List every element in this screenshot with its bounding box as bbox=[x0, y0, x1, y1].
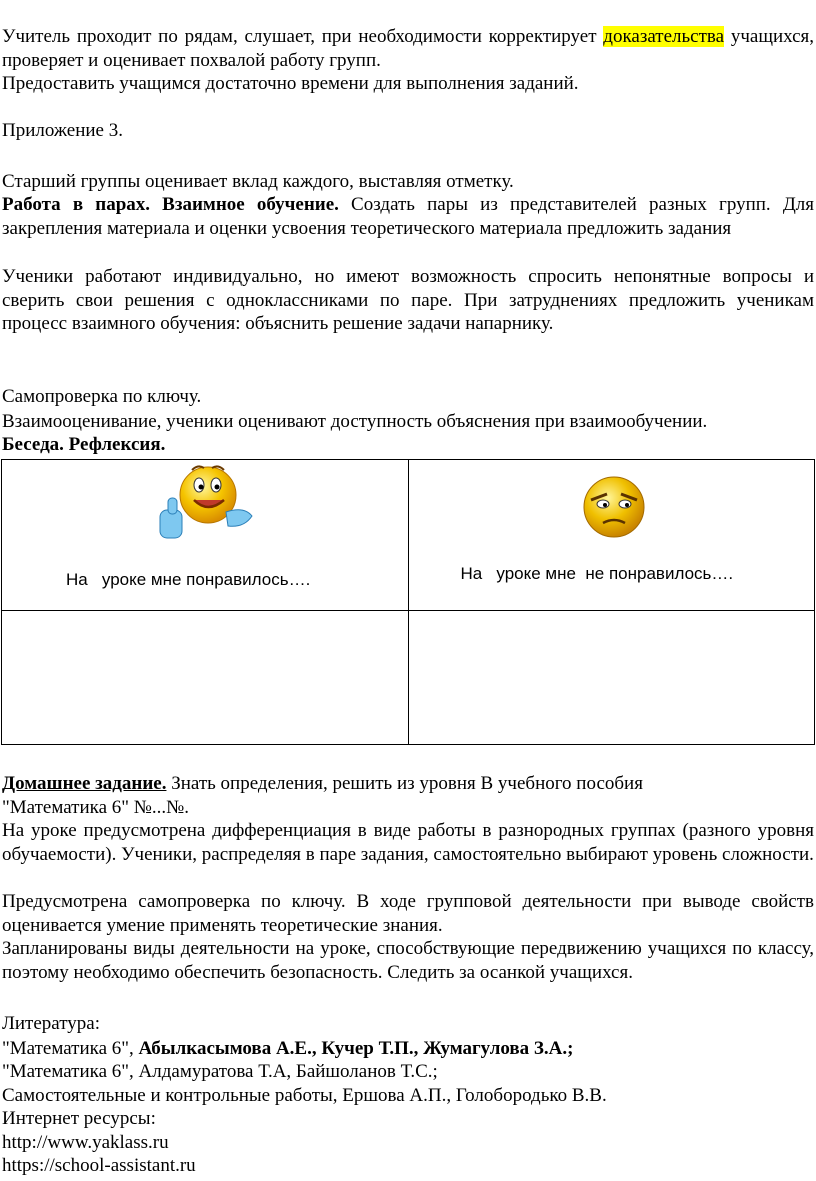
resource-link-school-assistant[interactable]: https://school-assistant.ru bbox=[2, 1155, 196, 1176]
frowning-smiley-icon bbox=[579, 474, 649, 540]
safety-paragraph: Запланированы виды деятельности на уроке, способствующие передвижению учащихся по классу, поэтому необходимо обеспечить безопасность. Следить за осанкой учащихся. bbox=[2, 938, 814, 983]
selfcheck-paragraph: Предусмотрена самопроверка по ключу. В ходе групповой деятельности при выводе свойств оценивается умение применять теоретические знания. bbox=[2, 891, 814, 936]
thumbs-up-smiley-icon bbox=[154, 460, 258, 546]
disliked-label: На уроке мне не понравилось…. bbox=[460, 564, 734, 583]
literature-item: Самостоятельные и контрольные работы, Ершова А.П., Голобородько В.В. bbox=[2, 1085, 607, 1106]
homework-line: Домашнее задание. Знать определения, решить из уровня В учебного пособия bbox=[2, 773, 643, 794]
resource-link-yaklass[interactable]: http://www.yaklass.ru bbox=[2, 1132, 169, 1153]
homework-textbook: "Математика 6" №...№. bbox=[2, 797, 190, 818]
literature-item: "Математика 6", Абылкасымова А.Е., Кучер Т.П., Жумагулова З.А.; bbox=[2, 1038, 574, 1059]
liked-cell bbox=[2, 460, 409, 611]
differentiation-paragraph: На уроке предусмотрена дифференциация в виде работы в разнородных группах (разного уровня обучаемости). Ученики, распределяя в паре задания, самостоятельно выбирают уровень сложности. bbox=[2, 820, 814, 865]
intro-line-time: Предоставить учащимся достаточно времени для выполнения заданий. bbox=[2, 73, 579, 94]
liked-answer-cell bbox=[2, 611, 409, 745]
pairs-paragraph: Работа в парах. Взаимное обучение. Создать пары из представителей разных групп. Для закрепления материала и оценки усвоения теоретического материала предложить задания bbox=[2, 194, 815, 239]
literature-heading: Литература: bbox=[2, 1013, 100, 1034]
group-lead-text: Старший группы оценивает вклад каждого, выставляя отметку. bbox=[2, 171, 514, 192]
mutual-assessment-text: Взаимооценивание, ученики оценивают доступность объяснения при взаимообучении. bbox=[2, 411, 708, 432]
reflection-table bbox=[1, 459, 815, 745]
pairs-title: Работа в парах. Взаимное обучение. bbox=[2, 194, 339, 215]
highlighted-word: доказательства bbox=[603, 26, 725, 47]
literature-item: "Математика 6", Алдамуратова Т.А, Байшоланов Т.С.; bbox=[2, 1061, 438, 1082]
homework-title: Домашнее задание. bbox=[2, 773, 167, 794]
table-row bbox=[2, 611, 815, 745]
disliked-cell bbox=[408, 460, 815, 611]
self-check-text: Самопроверка по ключу. bbox=[2, 386, 202, 407]
appendix-label: Приложение 3. bbox=[2, 120, 123, 141]
reflection-title: Беседа. Рефлексия. bbox=[2, 434, 166, 455]
intro-paragraph: Учитель проходит по рядам, слушает, при необходимости корректирует доказательства учащихся, проверяет и оценивает похвалой работу групп. bbox=[2, 26, 814, 71]
internet-resources-heading: Интернет ресурсы: bbox=[2, 1108, 156, 1129]
table-row bbox=[2, 460, 815, 611]
liked-label: На уроке мне понравилось…. bbox=[66, 570, 311, 589]
disliked-answer-cell bbox=[408, 611, 815, 745]
individual-paragraph: Ученики работают индивидуально, но имеют возможность спросить непонятные вопросы и сверить свои решения с одноклассниками по паре. При затруднениях предложить ученикам процесс взаимного обучения: объяснить решение задачи напарнику. bbox=[2, 266, 814, 334]
